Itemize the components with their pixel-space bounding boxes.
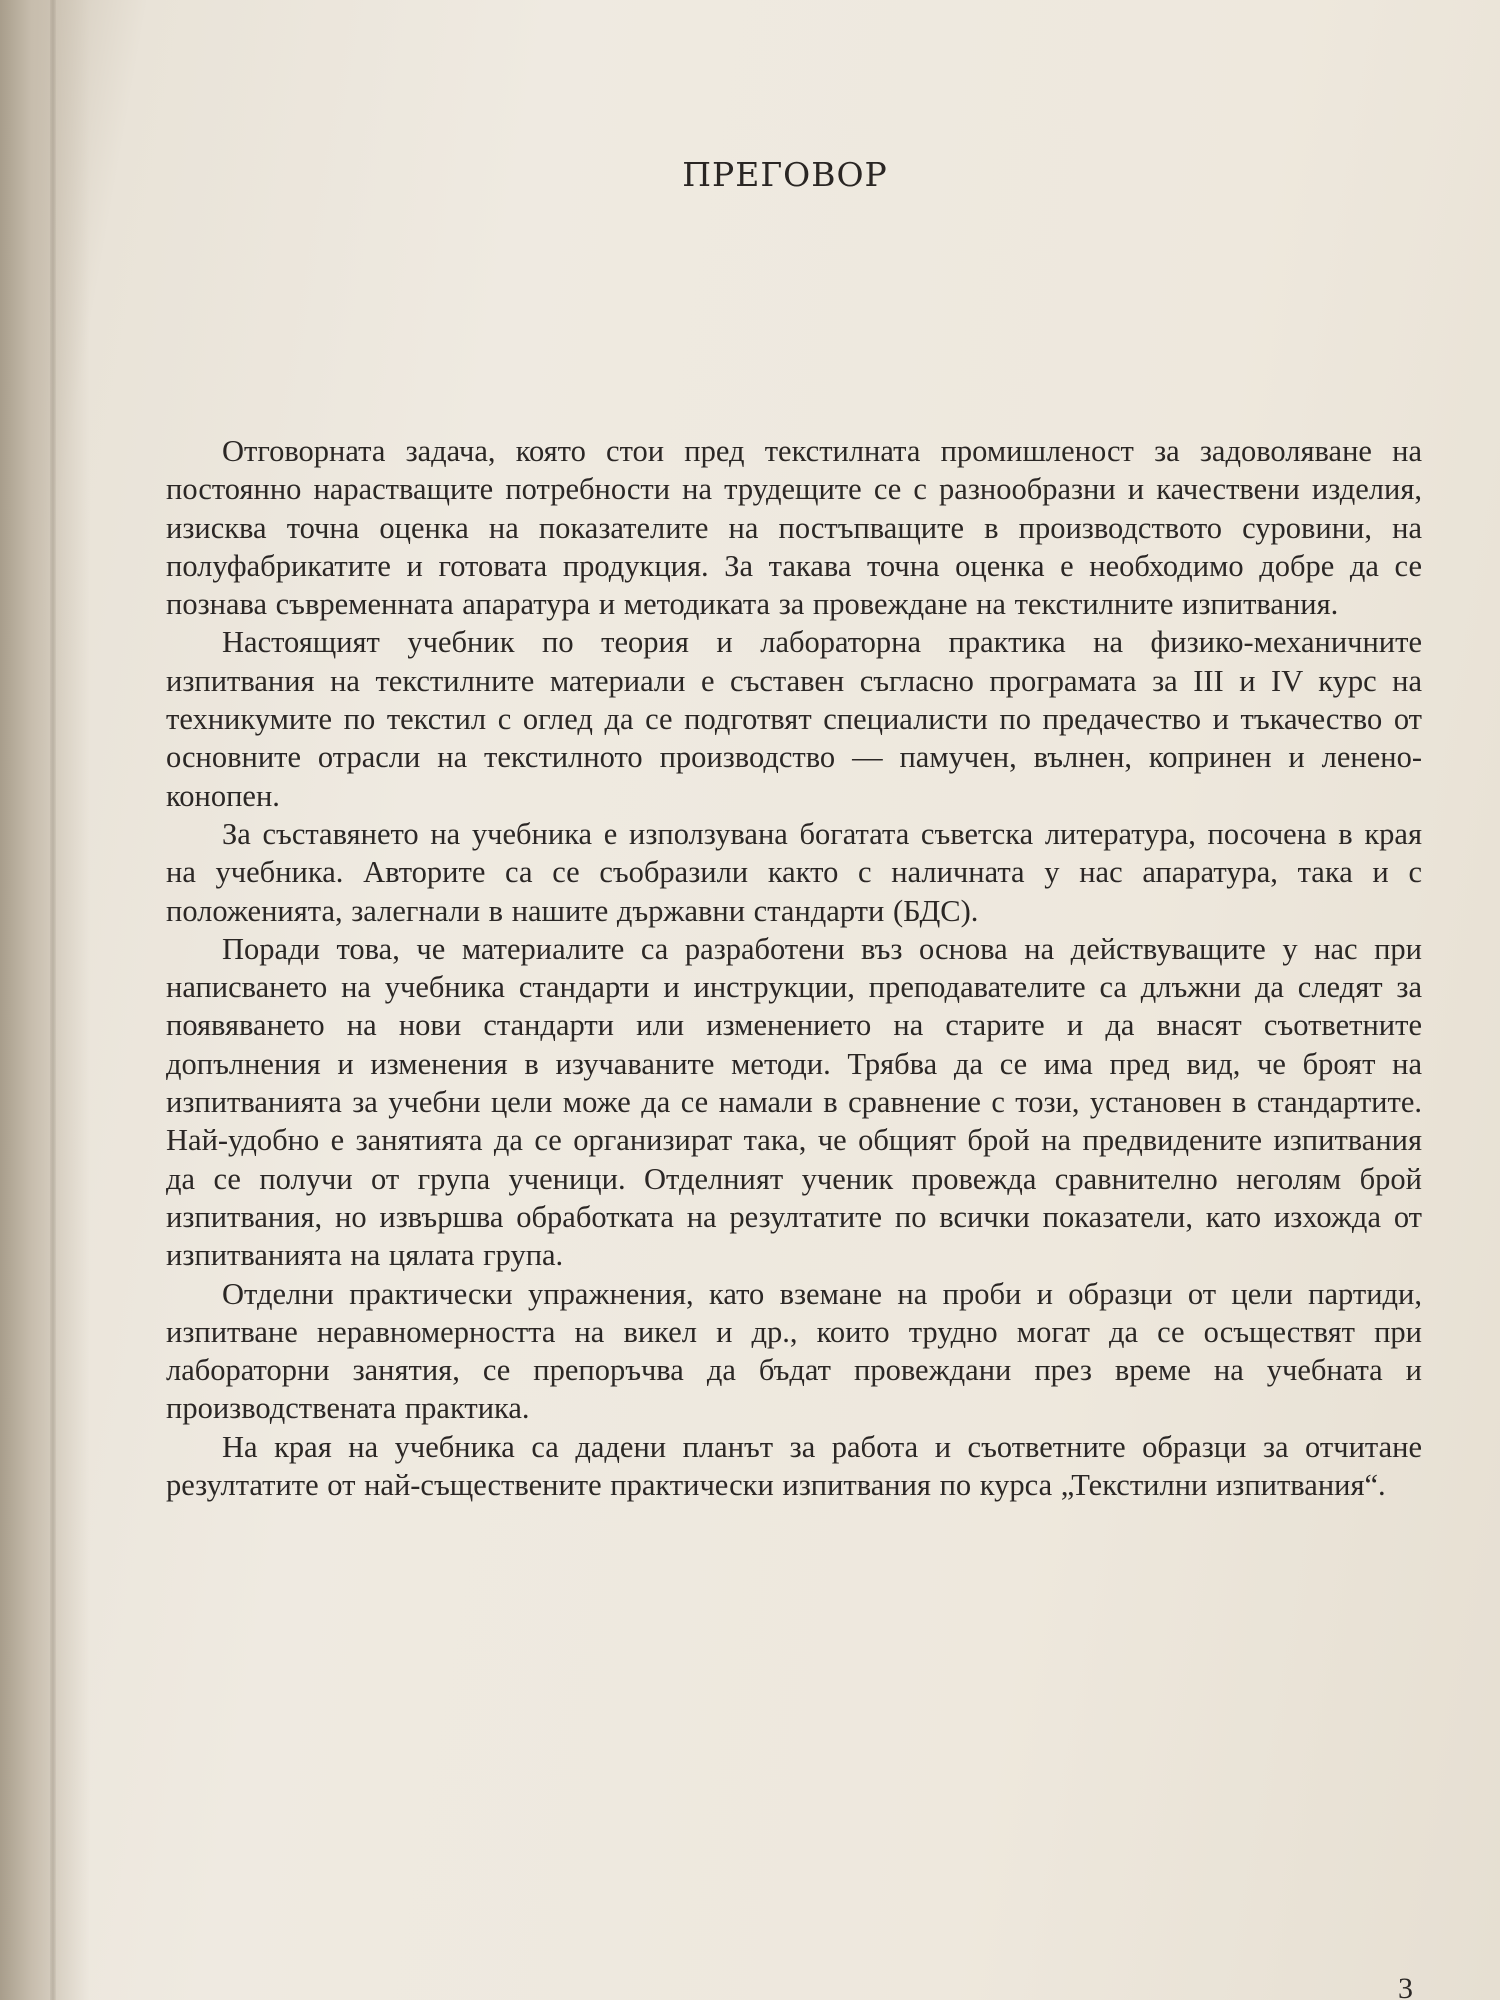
page-number: 3 bbox=[1398, 1972, 1413, 2000]
paragraph-4: Поради това, че материалите са разработени въз основа на действуващите у нас при написването на учебника стандарти и инструкции, преподавателите са длъжни да следят за появяването на нови стандарти или изменението на старите и да внасят съответните допълнения и изменения в изучаваните методи. Трябва да се има пред вид, че броят на изпитванията за учебни цели може да се намали в сравнение с този, установен в стандартите. Най-удобно е занятията да се организират така, че общият брой на предвидените изпитвания да се получи от група ученици. Отделният ученик провежда сравнително неголям брой изпитвания, но извършва обработката на резултатите по всички показатели, като изхожда от изпитванията на цялата група. bbox=[166, 931, 1422, 1273]
book-gutter-line bbox=[50, 0, 56, 2000]
paragraph-5: Отделни практически упражнения, като вземане на проби и образци от цели партиди, изпитване неравномерността на викел и др., които трудно могат да се осъществят при лабораторни занятия, се препоръчва да бъдат провеждани през време на учебната и производствената практика. bbox=[166, 1276, 1422, 1426]
book-gutter-shadow bbox=[0, 0, 90, 2000]
paragraph-3: За съставянето на учебника е използувана богатата съветска литература, посочена в края на учебника. Авторите са се съобразили както с наличната у нас апаратура, така и с положенията, залегнали в нашите държавни стандарти (БДС). bbox=[166, 816, 1422, 928]
paragraph-1: Отговорната задача, която стои пред текстилната промишленост за задоволяване на постоянно нарастващите потребности на трудещите се с разнообразни и качествени изделия, изисква точна оценка на показателите на постъпващите в производството суровини, на полуфабрикатите и готовата продукция. За такава точна оценка е необходимо добре да се познава съвременната апаратура и методиката за провеждане на текстилните изпитвания. bbox=[166, 434, 1422, 622]
page-title: ПРЕГОВОР bbox=[682, 155, 888, 194]
preface-body bbox=[166, 432, 1422, 1504]
paragraph-2: Настоящият учебник по теория и лабораторна практика на физико-механичните изпитвания на текстилните материали е съставен съгласно програмата за III и IV курс на техникумите по текстил с оглед да се подготвят специалисти по предачество и тъкачество от основните отрасли на текстилното производство — памучен, вълнен, копринен и лененo-конопен. bbox=[166, 625, 1422, 813]
paragraph-6: На края на учебника са дадени планът за работа и съответните образци за отчитане резултатите от най-съществените практически изпитвания по курса „Текстилни изпитвания“. bbox=[166, 1429, 1422, 1503]
